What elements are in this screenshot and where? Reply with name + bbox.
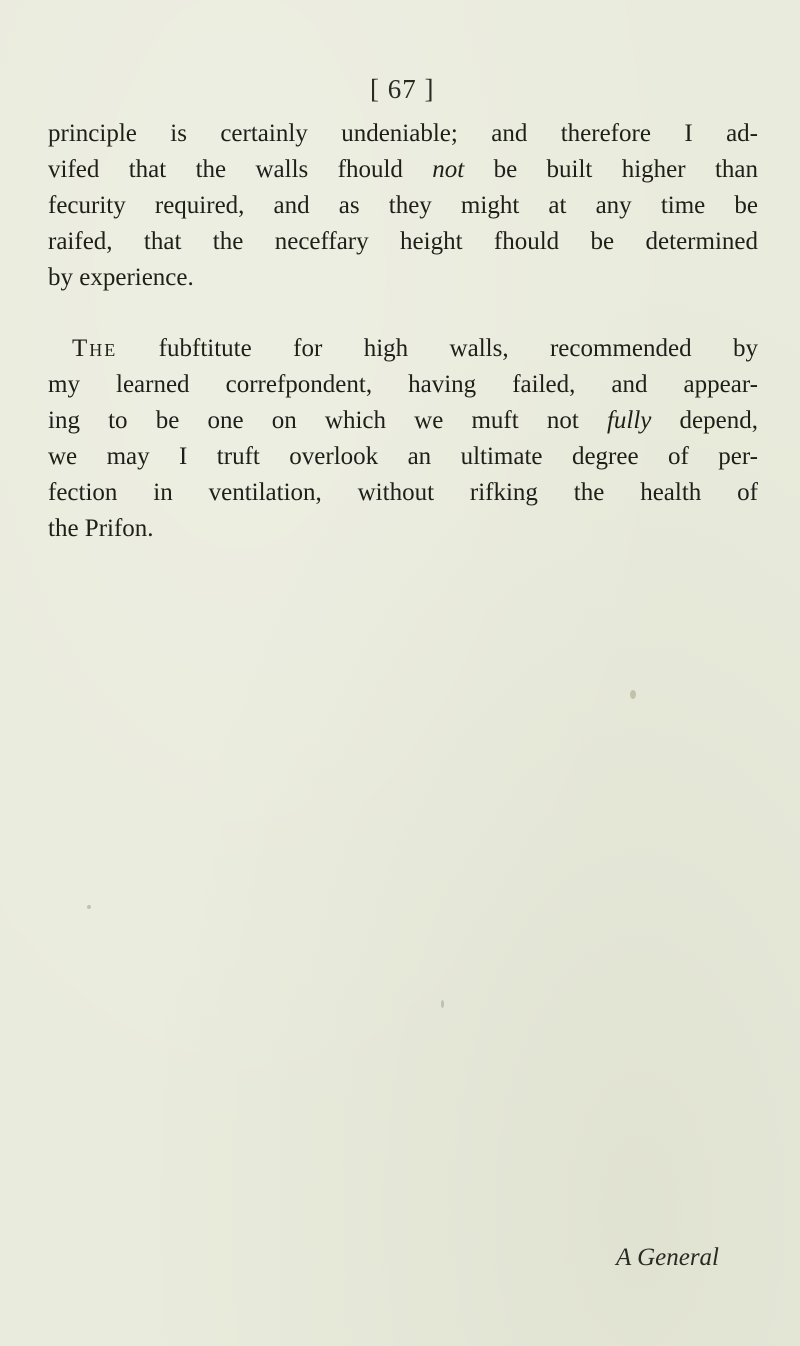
text-line: principle is certainly undeniable; and therefore I ad- xyxy=(48,120,758,147)
paper-speck xyxy=(441,1000,444,1008)
paper-speck xyxy=(87,905,91,909)
lead-word: The xyxy=(72,335,118,362)
paper-speck xyxy=(630,690,636,699)
text-line xyxy=(48,403,758,439)
text-segment: ing to be one on which we muft not xyxy=(48,407,607,434)
text-line xyxy=(48,331,758,367)
text-line: fection in ventilation, without rifking the health of xyxy=(48,479,758,506)
paragraph-2 xyxy=(48,331,758,547)
text-segment: fubftitute for high walls, recommended by xyxy=(117,335,758,362)
text-segment: be built higher than xyxy=(464,156,758,183)
text-segment: depend, xyxy=(651,407,758,434)
text-line: my learned correfpondent, having failed, and appear- xyxy=(48,371,758,398)
text-line: we may I truft overlook an ultimate degree of per- xyxy=(48,443,758,470)
text-line: raifed, that the neceffary height fhould be determined xyxy=(48,228,758,255)
italic-emphasis: not xyxy=(432,156,465,183)
text-line: the Prifon. xyxy=(48,515,154,542)
text-line xyxy=(48,152,758,188)
text-line: by experience. xyxy=(48,264,194,291)
paragraph-1 xyxy=(48,116,758,296)
text-line: fecurity required, and as they might at any time be xyxy=(48,192,758,219)
page-number: [ 67 ] xyxy=(370,74,435,104)
italic-emphasis: fully xyxy=(606,407,652,434)
catchword: A General xyxy=(616,1244,719,1271)
text-segment: vifed that the walls fhould xyxy=(48,156,433,183)
